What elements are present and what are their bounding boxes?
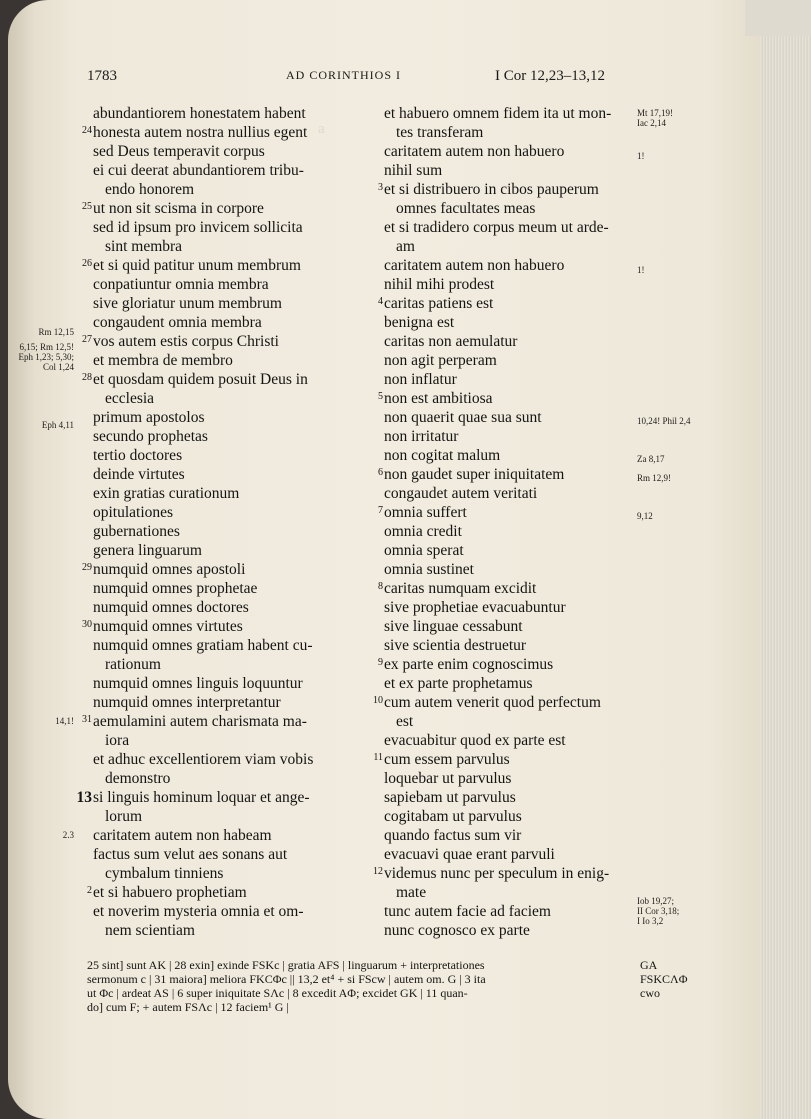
verse-text: cogitabam ut parvulus bbox=[384, 808, 522, 825]
verse-text: numquid omnes apostoli bbox=[93, 561, 246, 578]
verse-line bbox=[76, 332, 376, 351]
verse-text: non cogitat malum bbox=[384, 447, 501, 464]
verse-line bbox=[367, 826, 667, 845]
verse-number: 3 bbox=[378, 182, 383, 193]
verse-text: sive linguae cessabunt bbox=[384, 618, 523, 635]
verse-line bbox=[76, 484, 376, 503]
verse-text: non inflatur bbox=[384, 371, 457, 388]
verse-number: 2 bbox=[87, 885, 92, 896]
verse-line bbox=[76, 788, 376, 807]
verse-text: nem scientiam bbox=[105, 922, 195, 939]
verse-line bbox=[76, 522, 376, 541]
margin-ref: Col 1,24 bbox=[42, 362, 74, 372]
verse-line bbox=[76, 541, 376, 560]
verse-text: loquebar ut parvulus bbox=[384, 770, 512, 787]
verse-line bbox=[367, 294, 667, 313]
verse-text: et si distribuero in cibos pauperum bbox=[384, 181, 599, 198]
chapter-verse-reference: I Cor 12,23–13,12 bbox=[495, 68, 605, 84]
verse-number: 7 bbox=[378, 505, 383, 516]
verse-number: 11 bbox=[373, 752, 383, 763]
verse-text: caritatem autem non habuero bbox=[384, 143, 565, 160]
verse-text: tunc autem facie ad faciem bbox=[384, 903, 551, 920]
apparatus-line: sermonum c | 31 maiora] meliora FKCΦc || 13,2 et⁴ + si FScw | autem om. G | 3 ita bbox=[87, 972, 486, 986]
verse-text: secundo prophetas bbox=[93, 428, 208, 445]
margin-ref: Eph 4,11 bbox=[41, 420, 74, 430]
verse-text: sive prophetiae evacuabuntur bbox=[384, 599, 566, 616]
page-number: 1783 bbox=[87, 68, 117, 84]
book-page: a bbox=[8, 0, 760, 1119]
margin-ref: 1! bbox=[637, 265, 645, 275]
verse-line bbox=[367, 636, 667, 655]
verse-line bbox=[367, 180, 667, 199]
verse-line bbox=[367, 408, 667, 427]
verse-text: genera linguarum bbox=[93, 542, 202, 559]
verse-text: aemulamini autem charismata ma- bbox=[93, 713, 307, 730]
verse-line bbox=[76, 731, 376, 750]
verse-line bbox=[367, 446, 667, 465]
verse-text: exin gratias curationum bbox=[93, 485, 240, 502]
margin-ref: I Io 3,2 bbox=[637, 916, 664, 926]
verse-text: et ex parte prophetamus bbox=[384, 675, 533, 692]
verse-text: cum autem venerit quod perfectum bbox=[384, 694, 601, 711]
verse-line bbox=[367, 750, 667, 769]
verse-line bbox=[367, 503, 667, 522]
verse-text: non irritatur bbox=[384, 428, 459, 445]
verse-text: evacuavi quae erant parvuli bbox=[384, 846, 555, 863]
verse-line bbox=[367, 484, 667, 503]
verse-text: non agit perperam bbox=[384, 352, 497, 369]
verse-text: mate bbox=[396, 884, 427, 901]
verse-line bbox=[76, 845, 376, 864]
verse-line bbox=[76, 750, 376, 769]
chapter-number: 13 bbox=[76, 789, 92, 806]
verse-text: et si tradidero corpus meum ut arde- bbox=[384, 219, 609, 236]
margin-ref: 1! bbox=[637, 151, 645, 161]
verse-line bbox=[367, 104, 667, 123]
verse-line bbox=[367, 902, 667, 921]
verse-line bbox=[76, 389, 376, 408]
verse-number: 31 bbox=[82, 714, 92, 725]
verse-number: 29 bbox=[82, 562, 92, 573]
verse-text: cum essem parvulus bbox=[384, 751, 510, 768]
verse-text: caritas patiens est bbox=[384, 295, 494, 312]
verse-number: 27 bbox=[82, 334, 92, 345]
verse-text: lorum bbox=[105, 808, 143, 825]
verse-line bbox=[76, 294, 376, 313]
verse-text: numquid omnes linguis loquuntur bbox=[93, 675, 303, 692]
verse-number: 4 bbox=[378, 296, 383, 307]
verse-line bbox=[367, 674, 667, 693]
verse-line bbox=[76, 883, 376, 902]
verse-line bbox=[76, 579, 376, 598]
verse-number: 9 bbox=[378, 657, 383, 668]
verse-text: deinde virtutes bbox=[93, 466, 185, 483]
verse-line bbox=[76, 769, 376, 788]
verse-line bbox=[367, 712, 667, 731]
verse-text: omnes facultates meas bbox=[396, 200, 536, 217]
verse-text: numquid omnes virtutes bbox=[93, 618, 243, 635]
verse-line bbox=[76, 902, 376, 921]
verse-line bbox=[367, 693, 667, 712]
verse-text: est bbox=[396, 713, 414, 730]
verse-line bbox=[76, 351, 376, 370]
verse-line bbox=[76, 674, 376, 693]
page-edge-stack bbox=[760, 0, 811, 1119]
verse-line bbox=[76, 712, 376, 731]
verse-number: 25 bbox=[82, 201, 92, 212]
left-text-column bbox=[76, 104, 376, 940]
verse-line bbox=[76, 199, 376, 218]
verse-text: honesta autem nostra nullius egent bbox=[93, 124, 308, 141]
verse-line bbox=[367, 560, 667, 579]
verse-line bbox=[367, 522, 667, 541]
verse-line bbox=[367, 123, 667, 142]
verse-text: rationum bbox=[105, 656, 161, 673]
verse-line bbox=[367, 351, 667, 370]
verse-line bbox=[367, 256, 667, 275]
verse-text: nunc cognosco ex parte bbox=[384, 922, 530, 939]
verse-line bbox=[367, 579, 667, 598]
verse-text: non est ambitiosa bbox=[384, 390, 493, 407]
verse-line bbox=[367, 389, 667, 408]
verse-line bbox=[76, 161, 376, 180]
verse-text: et membra de membro bbox=[93, 352, 233, 369]
verse-text: endo honorem bbox=[105, 181, 195, 198]
verse-text: videmus nunc per speculum in enig- bbox=[384, 865, 610, 882]
verse-text: demonstro bbox=[105, 770, 171, 787]
verse-number: 26 bbox=[82, 258, 92, 269]
verse-line bbox=[76, 370, 376, 389]
margin-ref: 10,24! Phil 2,4 bbox=[637, 416, 691, 426]
verse-line bbox=[367, 313, 667, 332]
sigla-line: GA bbox=[640, 958, 658, 972]
verse-line bbox=[367, 883, 667, 902]
margin-ref: Iac 2,14 bbox=[637, 118, 666, 128]
verse-line bbox=[367, 921, 667, 940]
verse-text: primum apostolos bbox=[93, 409, 205, 426]
verse-number: 8 bbox=[378, 581, 383, 592]
verse-line bbox=[76, 446, 376, 465]
verse-line bbox=[367, 275, 667, 294]
verse-line bbox=[76, 218, 376, 237]
verse-line bbox=[367, 370, 667, 389]
margin-ref: 6,15; Rm 12,5! bbox=[19, 342, 74, 352]
verse-text: non quaerit quae sua sunt bbox=[384, 409, 542, 426]
manuscript-sigla bbox=[640, 958, 688, 1000]
verse-text: ecclesia bbox=[105, 390, 155, 407]
running-title: AD CORINTHIOS I bbox=[286, 68, 401, 82]
verse-line bbox=[76, 807, 376, 826]
verse-text: evacuabitur quod ex parte est bbox=[384, 732, 566, 749]
verse-text: cymbalum tinniens bbox=[105, 865, 224, 882]
verse-text: benigna est bbox=[384, 314, 455, 331]
verse-text: sed id ipsum pro invicem sollicita bbox=[93, 219, 303, 236]
verse-text: gubernationes bbox=[93, 523, 180, 540]
verse-text: numquid omnes doctores bbox=[93, 599, 249, 616]
verse-text: omnia suffert bbox=[384, 504, 467, 521]
verse-line bbox=[76, 598, 376, 617]
margin-ref: 2.3 bbox=[62, 830, 74, 840]
verse-line bbox=[367, 465, 667, 484]
margin-ref: Iob 19,27; bbox=[637, 896, 674, 906]
verse-number: 30 bbox=[82, 619, 92, 630]
verse-line bbox=[76, 313, 376, 332]
verse-line bbox=[76, 560, 376, 579]
verse-text: quando factus sum vir bbox=[384, 827, 522, 844]
verse-text: sapiebam ut parvulus bbox=[384, 789, 516, 806]
verse-line bbox=[76, 826, 376, 845]
verse-text: congaudet autem veritati bbox=[384, 485, 538, 502]
verse-text: sed Deus temperavit corpus bbox=[93, 143, 265, 160]
verse-text: numquid omnes prophetae bbox=[93, 580, 258, 597]
verse-text: omnia sustinet bbox=[384, 561, 474, 578]
margin-ref: Rm 12,9! bbox=[637, 473, 672, 483]
verse-text: et quosdam quidem posuit Deus in bbox=[93, 371, 308, 388]
verse-number: 28 bbox=[82, 372, 92, 383]
verse-line bbox=[76, 123, 376, 142]
verse-text: sive gloriatur unum membrum bbox=[93, 295, 282, 312]
verse-number: 24 bbox=[82, 125, 92, 136]
verse-line bbox=[76, 408, 376, 427]
margin-ref: Rm 12,15 bbox=[38, 327, 74, 337]
verse-line bbox=[367, 769, 667, 788]
apparatus-line: ut Φc | ardeat AS | 6 super iniquitate SΛc | 8 excedit AΦ; excidet GK | 11 quan- bbox=[87, 986, 468, 1000]
verse-text: iora bbox=[105, 732, 130, 749]
margin-ref: 14,1! bbox=[55, 716, 74, 726]
verse-number: 10 bbox=[373, 695, 383, 706]
verse-line bbox=[367, 161, 667, 180]
verse-text: conpatiuntur omnia membra bbox=[93, 276, 269, 293]
verse-text: sint membra bbox=[105, 238, 183, 255]
margin-ref: II Cor 3,18; bbox=[637, 906, 680, 916]
verse-text: ex parte enim cognoscimus bbox=[384, 656, 554, 673]
verse-line bbox=[76, 864, 376, 883]
page-edge-top bbox=[745, 0, 811, 36]
verse-line bbox=[367, 218, 667, 237]
verse-line bbox=[367, 845, 667, 864]
verse-text: et si habuero prophetiam bbox=[93, 884, 247, 901]
apparatus-line: 25 sint] sunt AK | 28 exin] exinde FSKc | gratia AFS | linguarum + interpretationes bbox=[87, 958, 485, 972]
verse-line bbox=[367, 199, 667, 218]
verse-line bbox=[76, 427, 376, 446]
apparatus-line: do] cum F; + autem FSΛc | 12 faciem¹ G | bbox=[87, 1000, 289, 1014]
verse-text: et si quid patitur unum membrum bbox=[93, 257, 301, 274]
verse-text: ei cui deerat abundantiorem tribu- bbox=[93, 162, 304, 179]
verse-line bbox=[76, 104, 376, 123]
verse-text: caritatem autem non habuero bbox=[384, 257, 565, 274]
margin-ref: 9,12 bbox=[637, 511, 653, 521]
verse-text: numquid omnes gratiam habent cu- bbox=[93, 637, 313, 654]
verse-text: omnia sperat bbox=[384, 542, 464, 559]
verse-line bbox=[367, 788, 667, 807]
verse-line bbox=[76, 275, 376, 294]
verse-text: factus sum velut aes sonans aut bbox=[93, 846, 288, 863]
verse-line bbox=[76, 655, 376, 674]
verse-text: caritas numquam excidit bbox=[384, 580, 537, 597]
verse-line bbox=[367, 598, 667, 617]
verse-line bbox=[367, 541, 667, 560]
verse-text: nihil sum bbox=[384, 162, 443, 179]
verse-line bbox=[367, 807, 667, 826]
verse-text: opitulationes bbox=[93, 504, 174, 521]
verse-line bbox=[367, 142, 667, 161]
verse-text: am bbox=[396, 238, 415, 255]
verse-text: si linguis hominum loquar et ange- bbox=[93, 789, 310, 806]
margin-ref: Za 8,17 bbox=[637, 454, 665, 464]
verse-line bbox=[76, 921, 376, 940]
verse-text: tertio doctores bbox=[93, 447, 183, 464]
verse-text: et habuero omnem fidem ita ut mon- bbox=[384, 105, 612, 122]
verse-text: abundantiorem honestatem habent bbox=[93, 105, 306, 122]
verse-number: 5 bbox=[378, 391, 383, 402]
verse-text: et noverim mysteria omnia et om- bbox=[93, 903, 304, 920]
verse-text: ut non sit scisma in corpore bbox=[93, 200, 264, 217]
verse-text: vos autem estis corpus Christi bbox=[93, 333, 279, 350]
verse-line bbox=[367, 617, 667, 636]
verse-text: tes transferam bbox=[396, 124, 484, 141]
verse-text: non gaudet super iniquitatem bbox=[384, 466, 565, 483]
verse-text: omnia credit bbox=[384, 523, 462, 540]
verse-line bbox=[76, 636, 376, 655]
verse-line bbox=[76, 142, 376, 161]
verse-line bbox=[76, 256, 376, 275]
right-text-column bbox=[367, 104, 667, 940]
verse-line bbox=[367, 655, 667, 674]
verse-line bbox=[367, 731, 667, 750]
verse-text: numquid omnes interpretantur bbox=[93, 694, 281, 711]
verse-text: nihil mihi prodest bbox=[384, 276, 495, 293]
verse-line bbox=[76, 465, 376, 484]
verse-text: congaudent omnia membra bbox=[93, 314, 262, 331]
verse-line bbox=[367, 332, 667, 351]
sigla-line: cwo bbox=[640, 986, 660, 1000]
sigla-line: FSKCΛΦ bbox=[640, 972, 688, 986]
verse-line bbox=[76, 180, 376, 199]
verse-text: caritas non aemulatur bbox=[384, 333, 518, 350]
verse-line bbox=[76, 503, 376, 522]
verse-line bbox=[76, 693, 376, 712]
verse-line bbox=[367, 427, 667, 446]
margin-ref: Mt 17,19! bbox=[637, 108, 673, 118]
verse-text: et adhuc excellentiorem viam vobis bbox=[93, 751, 314, 768]
critical-apparatus bbox=[87, 958, 632, 1014]
verse-number: 12 bbox=[373, 866, 383, 877]
verse-line bbox=[367, 237, 667, 256]
margin-ref: Eph 1,23; 5,30; bbox=[18, 352, 74, 362]
verse-text: sive scientia destruetur bbox=[384, 637, 527, 654]
verse-line bbox=[76, 237, 376, 256]
verse-line bbox=[76, 617, 376, 636]
verse-number: 6 bbox=[378, 467, 383, 478]
verse-text: caritatem autem non habeam bbox=[93, 827, 272, 844]
verse-line bbox=[367, 864, 667, 883]
